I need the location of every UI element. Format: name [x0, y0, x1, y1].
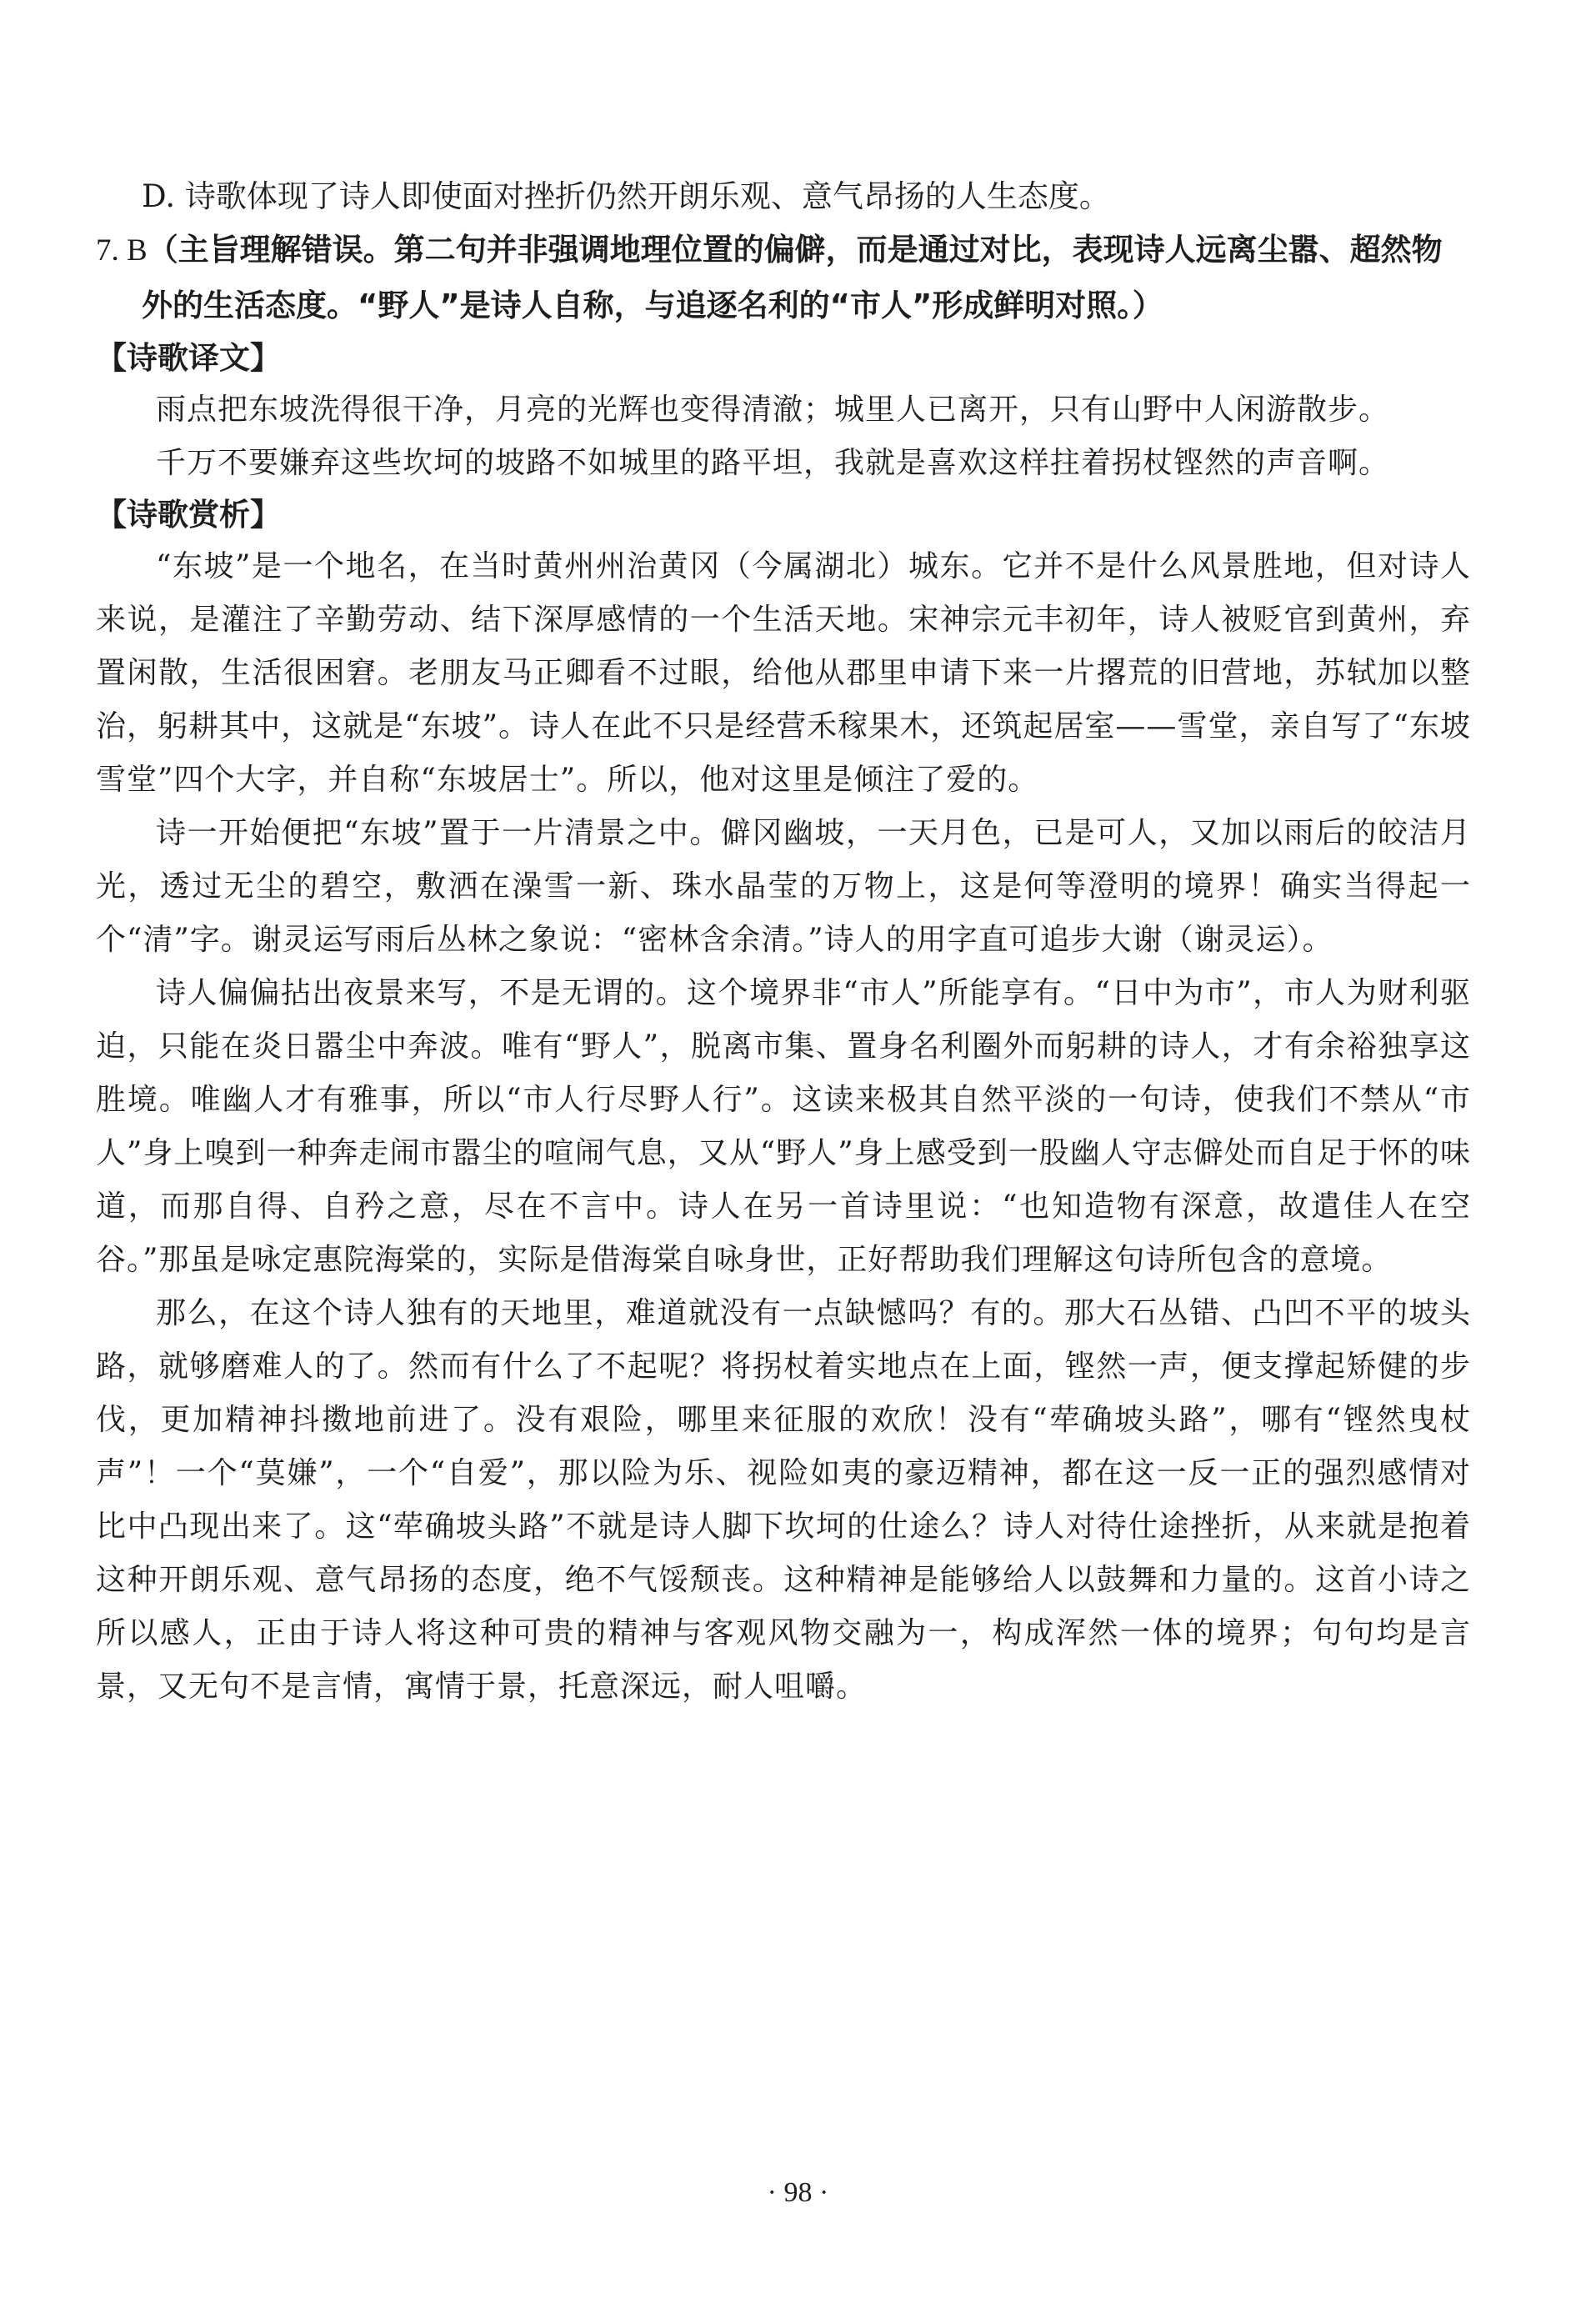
- appreciation-paragraph-4: 那么，在这个诗人独有的天地里，难道就没有一点缺憾吗？有的。那大石丛错、凸凹不平的坡头路，就够磨难人的了。然而有什么了不起呢？将拐杖着实地点在上面，铿然一声，便支撑起矫健的步伐，更加精神抖擞地前进了。没有艰险，哪里来征服的欢欣！没有“荦确坡头路”，哪有“铿然曳杖声”！一个“莫嫌”，一个“自爱”，那以险为乐、视险如夷的豪迈精神，都在这一反一正的强烈感情对比中凸现出来了。这“荦确坡头路”不就是诗人脚下坎坷的仕途么？诗人对待仕途挫折，从来就是抱着这种开朗乐观、意气昂扬的态度，绝不气馁颓丧。这种精神是能够给人以鼓舞和力量的。这首小诗之所以感人，正由于诗人将这种可贵的精神与客观风物交融为一，构成浑然一体的境界；句句均是言景，又无句不是言情，寓情于景，托意深远，耐人咀嚼。: [96, 1296, 1471, 1704]
- page-number: · 98 ·: [767, 2177, 829, 2208]
- translation-paragraph-1: 雨点把东坡洗得很干净，月亮的光辉也变得清澈；城里人已离开，只有山野中人闲游散步。: [156, 393, 1390, 427]
- translation-heading: 【诗歌译文】: [96, 340, 281, 376]
- translation-paragraph-2: 千万不要嫌弃这些坎坷的坡路不如城里的路平坦，我就是喜欢这样拄着拐杖铿然的声音啊。: [156, 446, 1390, 480]
- answer-explanation: （主旨理解错误。第二句并非强调地理位置的偏僻，而是通过对比，表现诗人远离尘嚣、超然物外的生活态度。“野人”是诗人自称，与追逐名利的“市人”形成鲜明对照。）: [142, 232, 1443, 323]
- appreciation-paragraph-3: 诗人偏偏拈出夜景来写，不是无谓的。这个境界非“市人”所能享有。“日中为市”，市人为财利驱迫，只能在炎日嚣尘中奔波。唯有“野人”，脱离市集、置身名利圈外而躬耕的诗人，才有余裕独享这胜境。唯幽人才有雅事，所以“市人行尽野人行”。这读来极其自然平淡的一句诗，使我们不禁从“市人”身上嗅到一种奔走闹市嚣尘的喧闹气息，又从“野人”身上感受到一股幽人守志僻处而自足于怀的味道，而那自得、自矜之意，尽在不言中。诗人在另一首诗里说：“也知造物有深意，故遣佳人在空谷。”那虽是咏定惠院海棠的，实际是借海棠自咏身世，正好帮助我们理解这句诗所包含的意境。: [96, 976, 1471, 1277]
- appreciation-heading: 【诗歌赏析】: [96, 497, 281, 533]
- answer-7: [96, 223, 1471, 333]
- answer-number: 7. B: [96, 233, 148, 268]
- appreciation-paragraph-2: 诗一开始便把“东坡”置于一片清景之中。僻冈幽坡，一天月色，已是可人，又加以雨后的皎洁月光，透过无尘的碧空，敷洒在澡雪一新、珠水晶莹的万物上，这是何等澄明的境界！确实当得起一个“清”字。谢灵运写雨后丛林之象说：“密林含余清。”诗人的用字直可追步大谢（谢灵运）。: [96, 816, 1471, 957]
- option-d: D. 诗歌体现了诗人即使面对挫折仍然开朗乐观、意气昂扬的人生态度。: [142, 178, 1110, 214]
- appreciation-paragraph-1: “东坡”是一个地名，在当时黄州州治黄冈（今属湖北）城东。它并不是什么风景胜地，但对诗人来说，是灌注了辛勤劳动、结下深厚感情的一个生活天地。宋神宗元丰初年，诗人被贬官到黄州，弃置闲散，生活很困窘。老朋友马正卿看不过眼，给他从郡里申请下来一片撂荒的旧营地，苏轼加以整治，躬耕其中，这就是“东坡”。诗人在此不只是经营禾稼果木，还筑起居室——雪堂，亲自写了“东坡雪堂”四个大字，并自称“东坡居士”。所以，他对这里是倾注了爱的。: [96, 549, 1471, 797]
